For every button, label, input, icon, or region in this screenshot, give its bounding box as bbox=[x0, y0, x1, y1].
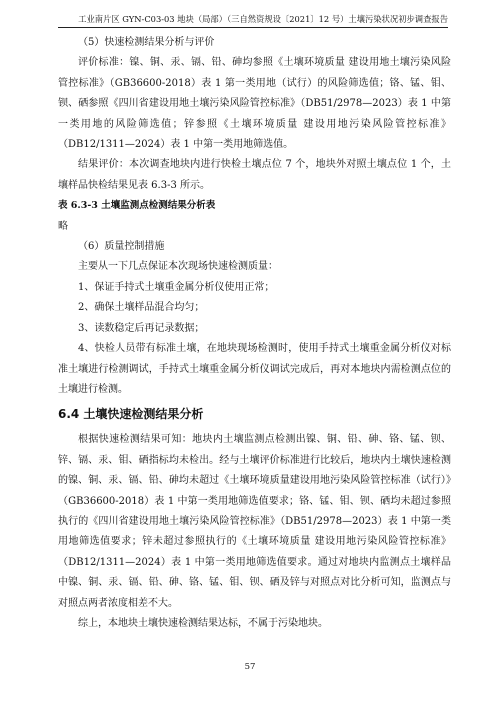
subsection-title-quality-control: （6）质量控制措施 bbox=[78, 241, 165, 253]
quality-control-intro: 主要从一下几点保证本次现场快速检测质量： bbox=[78, 261, 278, 273]
evaluation-standard-paragraph: 评价标准：镍、铜、汞、镉、铅、砷均参照《土壤环境质量 建设用地土壤污染风险管控标准》（GB36600-2018）表 1 第一类用地（试行）的风险筛选值；铬、锰、钼、钡、硒参照《四川省建设用地土壤污染风险管控标准》（DB51/2978—2023）表 1 中第一类用地的风险筛选值；锌参照《土壤环境质量 建设用地污染风险管控标准》（DB12/1311—2024）表 1 中第一类用地筛选值。 bbox=[58, 57, 451, 151]
page-number: 57 bbox=[244, 662, 256, 672]
page-body bbox=[58, 33, 451, 634]
running-header: 工业南片区 GYN-C03-03 地块（局部）（三自然资规设〔2021〕12 号）土壤污染状况初步调查报告 bbox=[78, 14, 448, 24]
result-evaluation-paragraph: 结果评价：本次调查地块内进行快检土壤点位 7 个，地块外对照土壤点位 1 个，土壤样品快检结果见表 6.3-3 所示。 bbox=[58, 159, 451, 191]
table-omitted-note: 略 bbox=[58, 220, 68, 232]
section-heading: 6.4 土壤快速检测结果分析 bbox=[58, 407, 204, 422]
list-item: 3、读数稳定后再记录数据； bbox=[78, 322, 205, 334]
subsection-title-quick-test: （5）快速检测结果分析与评价 bbox=[78, 37, 215, 48]
header-rule bbox=[58, 27, 448, 28]
conclusion-paragraph: 综上，本地块土壤快速检测结果达标，不属于污染地块。 bbox=[78, 617, 328, 629]
list-item: 1、保证手持式土壤重金属分析仪使用正常； bbox=[78, 281, 275, 293]
analysis-paragraph: 根据快速检测结果可知：地块内土壤监测点检测出镍、铜、铅、砷、铬、锰、钡、锌、镉、汞、钼、硒指标均未检出。经与土壤评价标准进行比较后，地块内土壤快速检测的镍、铜、汞、镉、铅、砷均未超过《土壤环境质量建设用地污染风险管控标准（试行）》（GB36600-2018）表 1 中第一类用地筛选值要求；铬、锰、钼、钡、硒均未超过参照执行的《四川省建设用地土壤污染风险管控标准》（DB51/2978—2023）表 1 中第一类用地筛选值要求；锌未超过参照执行的《土壤环境质量 建设用地污染风险管控标准》（DB12/1311—2024）表 1 中第一类用地筛选值要求。通过对地块内监测点土壤样品中镍、铜、汞、镉、铅、砷、铬、锰、钼、钡、硒及锌与对照点对比分析可知，监测点与对照点两者浓度相差不大。 bbox=[58, 434, 451, 609]
table-caption: 表 6.3-3 土壤监测点检测结果分析表 bbox=[58, 200, 216, 212]
list-item: 2、确保土壤样品混合均匀； bbox=[78, 302, 205, 314]
list-item: 4、快检人员带有标准土壤，在地块现场检测时，使用手持式土壤重金属分析仪对标准土壤进行检测调试，手持式土壤重金属分析仪调试完成后，再对本地块内需检测点位的土壤进行检测。 bbox=[58, 343, 451, 395]
